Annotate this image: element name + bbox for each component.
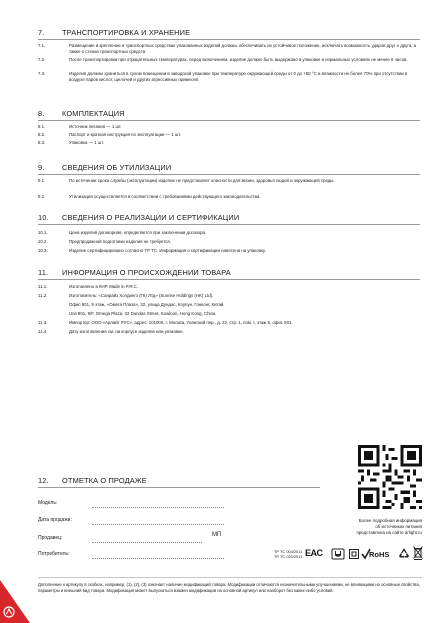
list-item: 7.2. После транспортировки при отрицательных температурах, перед включением, изделие должно быть выдержано в упаковке в нормальных условиях не менее 6 часов.	[38, 57, 408, 62]
recycle-icon	[398, 547, 410, 559]
consumer-label: Потребитель:	[38, 551, 70, 557]
list-item: Офис 901, 9 этаж, «Омега Плаза», 32, улица Дундас, Коулун, Гонконг, Китай.	[69, 302, 225, 307]
list-item: 10.2. Предпродажной подготовки изделия не требуется.	[38, 239, 171, 244]
list-item: 7.1. Размещение и крепление в транспортных средствах упакованных изделий должны обеспечивать их устойчивое положение, исключать возможность ударов друг о друга, а также о стенки транспортных средств.	[38, 43, 417, 55]
plug-icon	[331, 548, 345, 560]
section-9-title	[38, 163, 171, 172]
section-divider	[38, 487, 320, 488]
stamp-placeholder: МП	[212, 532, 222, 538]
info-text: Более подробная информация об источниках питания представлена на сайте arlight.ru	[356, 518, 422, 535]
section-number: 7.	[38, 28, 45, 37]
list-item: 8.1. Источник питания — 1 шт.	[38, 124, 122, 129]
section-title-text: СВЕДЕНИЯ ОБ УТИЛИЗАЦИИ	[62, 163, 172, 172]
list-item: 7.3. Изделия должны храниться в сухом помещении в заводской упаковке при температуре окружающей среды от 0 до +50 °С и влажности не более 70% при отсутствии в воздухе паров кислот, щелочей и других агрессивных примесей.	[38, 71, 408, 83]
section-8-title	[38, 109, 125, 118]
weee-bin-icon	[413, 546, 423, 560]
seller-field[interactable]	[92, 542, 202, 543]
section-10-title	[38, 213, 239, 222]
double-square-icon	[349, 549, 359, 559]
list-item: 10.3. Изделие сертифицировано согласно ТР ТС. Информация о сертификации нанесена на упаковку.	[38, 248, 266, 253]
section-number: 11.	[38, 268, 49, 277]
section-number: 12.	[38, 476, 49, 485]
model-label: Модель:	[38, 500, 58, 506]
section-number: 10.	[38, 213, 49, 222]
footer-divider	[38, 577, 422, 578]
footer-note: Дополнение к артикулу в скобках, например, (1), (2), (3) означает наличие модификаций товара. Модификации отличаются незначительными улучшениями, не влияющими на основные свойства, параметры и внешний вид товара. Модификация может выпускаться взамен модификации на основной артикул или наоборот без каких-либо условий.	[38, 582, 420, 593]
seller-label: Продавец:	[38, 535, 63, 541]
sale-date-label: Дата продажи:	[38, 517, 72, 523]
list-item: 11.4. Дату изготовления см. на корпусе изделия или упаковке.	[38, 329, 184, 334]
qr-code	[358, 445, 422, 509]
list-item: 11.2. Изготовитель: «Санрайз Холдингз (ГК) Лтд» (Sunrise Holdings (HK) Ltd).	[38, 293, 214, 298]
list-item: Unit 901, 9/F, Omega Plaza, 32 Dundas Street, Kowloon, Hong Kong, China.	[69, 311, 217, 316]
list-item: 8.3. Упаковка — 1 шт.	[38, 140, 104, 145]
section-number: 9.	[38, 163, 45, 172]
eac-mark: EAC	[305, 548, 323, 558]
list-item: 11.3. Импортер: ООО «Арлайт РУС», адрес: 101000, г. Москва, Уланский пер., д. 22, стр. 1, пом. I, этаж 5, офис 501.	[38, 320, 293, 325]
section-title-text: ОТМЕТКА О ПРОДАЖЕ	[62, 476, 147, 485]
list-item: 9.1. По истечении срока службы (эксплуатации) изделие не представляет опасности для жизни, здоровья людей и окружающей среды.	[38, 178, 335, 183]
sale-section-title	[38, 476, 147, 485]
tr-ts-text: ТР ТС 004/2011 ТР ТС 020/2011	[274, 549, 303, 559]
list-item: 8.2. Паспорт и краткая инструкция по эксплуатации — 1 шт.	[38, 132, 182, 137]
consumer-field[interactable]	[92, 558, 224, 559]
list-item: 9.2. Утилизация осуществляется в соответствии с требованиями действующего законодательства.	[38, 194, 261, 199]
model-field[interactable]	[92, 507, 224, 508]
list-item: 10.1. Цена изделия договорная, определяется при заключении договора.	[38, 230, 207, 235]
section-divider	[38, 174, 420, 175]
section-divider	[38, 39, 420, 40]
section-number: 8.	[38, 109, 45, 118]
section-divider	[38, 279, 420, 280]
section-title-text: ИНФОРМАЦИЯ О ПРОИСХОЖДЕНИИ ТОВАРА	[62, 268, 231, 277]
section-divider	[38, 224, 420, 225]
section-divider	[38, 120, 420, 121]
section-title-text: КОМПЛЕКТАЦИЯ	[62, 109, 125, 118]
rohs-mark: RoHS	[369, 550, 390, 559]
section-7-title	[38, 28, 190, 37]
brand-corner-logo	[0, 570, 30, 623]
list-item: 11.1. Изготовлено в КНР. Made in P.R.C.	[38, 284, 139, 289]
section-title-text: ТРАНСПОРТИРОВКА И ХРАНЕНИЕ	[62, 28, 191, 37]
section-11-title	[38, 268, 231, 277]
section-title-text: СВЕДЕНИЯ О РЕАЛИЗАЦИИ И СЕРТИФИКАЦИИ	[62, 213, 240, 222]
sale-date-field[interactable]	[92, 524, 224, 525]
